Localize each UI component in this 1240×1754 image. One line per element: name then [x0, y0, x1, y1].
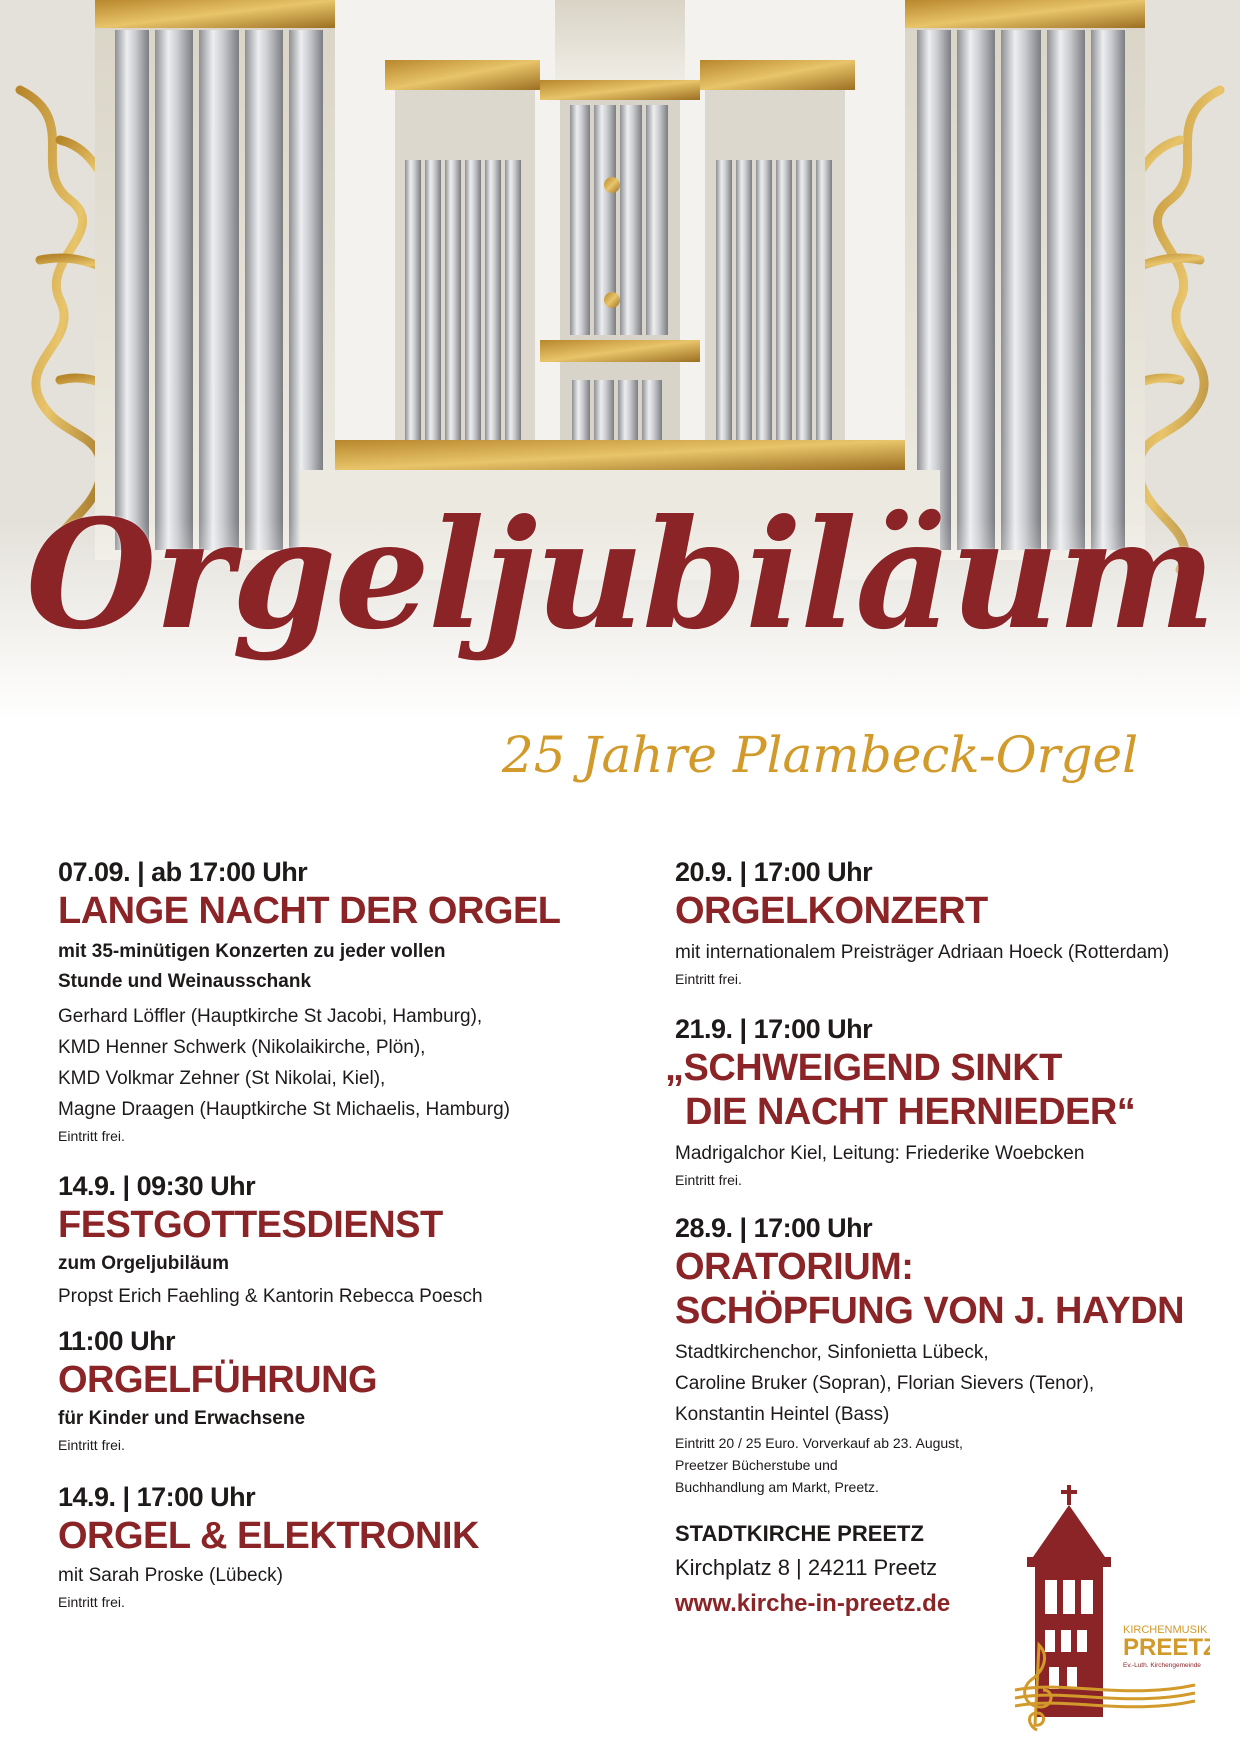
logo-line1: KIRCHENMUSIK	[1123, 1624, 1208, 1636]
event-orgel-elektronik	[58, 1480, 618, 1613]
tower-roof-icon	[1033, 1505, 1105, 1557]
event-heading: FESTGOTTESDIENST	[58, 1204, 443, 1246]
event-line: mit Sarah Proske (Lübeck)	[58, 1565, 283, 1586]
cross-icon	[1061, 1485, 1077, 1505]
event-line: Propst Erich Faehling & Kantorin Rebecca Poesch	[58, 1286, 483, 1307]
event-line: Stadtkirchenchor, Sinfonietta Lübeck,	[675, 1342, 989, 1363]
event-date: 14.9. | 17:00 Uhr	[58, 1482, 256, 1512]
event-note: Eintritt frei.	[675, 1172, 742, 1188]
event-date: 21.9. | 17:00 Uhr	[675, 1014, 873, 1044]
event-orgelkonzert	[675, 855, 1215, 990]
logo-line3: Ev.-Luth. Kirchengemeinde	[1123, 1662, 1201, 1669]
event-line: Madrigalchor Kiel, Leitung: Friederike Woebcken	[675, 1143, 1085, 1164]
event-note: Buchhandlung am Markt, Preetz.	[675, 1479, 879, 1495]
event-date: 28.9. | 17:00 Uhr	[675, 1213, 873, 1243]
event-schweigend-sinkt	[665, 1012, 1215, 1191]
event-line: Caroline Bruker (Sopran), Florian Sievers (Tenor),	[675, 1373, 1095, 1394]
event-heading: ORGELKONZERT	[675, 890, 988, 932]
website-link[interactable]: www.kirche-in-preetz.de	[675, 1590, 951, 1617]
page-title: Orgeljubiläum	[25, 487, 1215, 663]
event-subtitle: zum Orgeljubiläum	[58, 1253, 230, 1274]
event-festgottesdienst	[58, 1169, 618, 1312]
event-heading: LANGE NACHT DER ORGEL	[58, 890, 561, 932]
event-line: Magne Draagen (Hauptkirche St Michaelis, Hamburg)	[58, 1099, 510, 1120]
logo-line2: PREETZ	[1123, 1634, 1210, 1661]
event-date: 14.9. | 09:30 Uhr	[58, 1171, 256, 1201]
event-note: Eintritt frei.	[675, 971, 742, 987]
event-heading: SCHÖPFUNG VON J. HAYDN	[675, 1290, 1185, 1332]
event-note: Eintritt frei.	[58, 1437, 125, 1453]
event-heading: DIE NACHT HERNIEDER“	[675, 1091, 1136, 1133]
page-subtitle: 25 Jahre Plambeck-Orgel	[501, 726, 1139, 784]
event-date: 11:00 Uhr	[58, 1326, 176, 1356]
event-line: Konstantin Heintel (Bass)	[675, 1404, 890, 1425]
church-tower-icon	[1027, 1557, 1111, 1717]
event-oratorium	[675, 1211, 1215, 1498]
event-heading: ORGEL & ELEKTRONIK	[58, 1515, 479, 1557]
kirchenmusik-logo	[1005, 1485, 1210, 1735]
event-subtitle: Stunde und Weinausschank	[58, 971, 312, 992]
church-name: STADTKIRCHE PREETZ	[675, 1521, 924, 1546]
event-note: Eintritt 20 / 25 Euro. Vorverkauf ab 23. August,	[675, 1435, 963, 1451]
event-heading: „SCHWEIGEND SINKT	[665, 1047, 1062, 1089]
event-note: Preetzer Bücherstube und	[675, 1457, 838, 1473]
event-date: 20.9. | 17:00 Uhr	[675, 857, 873, 887]
event-line: Gerhard Löffler (Hauptkirche St Jacobi, Hamburg),	[58, 1006, 483, 1027]
event-heading: ORGELFÜHRUNG	[58, 1359, 378, 1401]
event-heading: ORATORIUM:	[675, 1246, 914, 1288]
event-subtitle: mit 35-minütigen Konzerten zu jeder vollen	[58, 941, 446, 962]
event-line: KMD Volkmar Zehner (St Nikolai, Kiel),	[58, 1068, 386, 1089]
church-street: Kirchplatz 8 | 24211 Preetz	[675, 1555, 938, 1580]
event-note: Eintritt frei.	[58, 1128, 125, 1144]
event-line: mit internationalem Preisträger Adriaan Hoeck (Rotterdam)	[675, 942, 1170, 963]
event-date: 07.09. | ab 17:00 Uhr	[58, 857, 308, 887]
event-lange-nacht	[58, 855, 618, 1147]
event-subtitle: für Kinder und Erwachsene	[58, 1408, 306, 1429]
event-line: KMD Henner Schwerk (Nikolaikirche, Plön),	[58, 1037, 426, 1058]
event-orgelfuehrung	[58, 1324, 618, 1456]
program-left-column	[58, 855, 618, 1613]
event-note: Eintritt frei.	[58, 1594, 125, 1610]
